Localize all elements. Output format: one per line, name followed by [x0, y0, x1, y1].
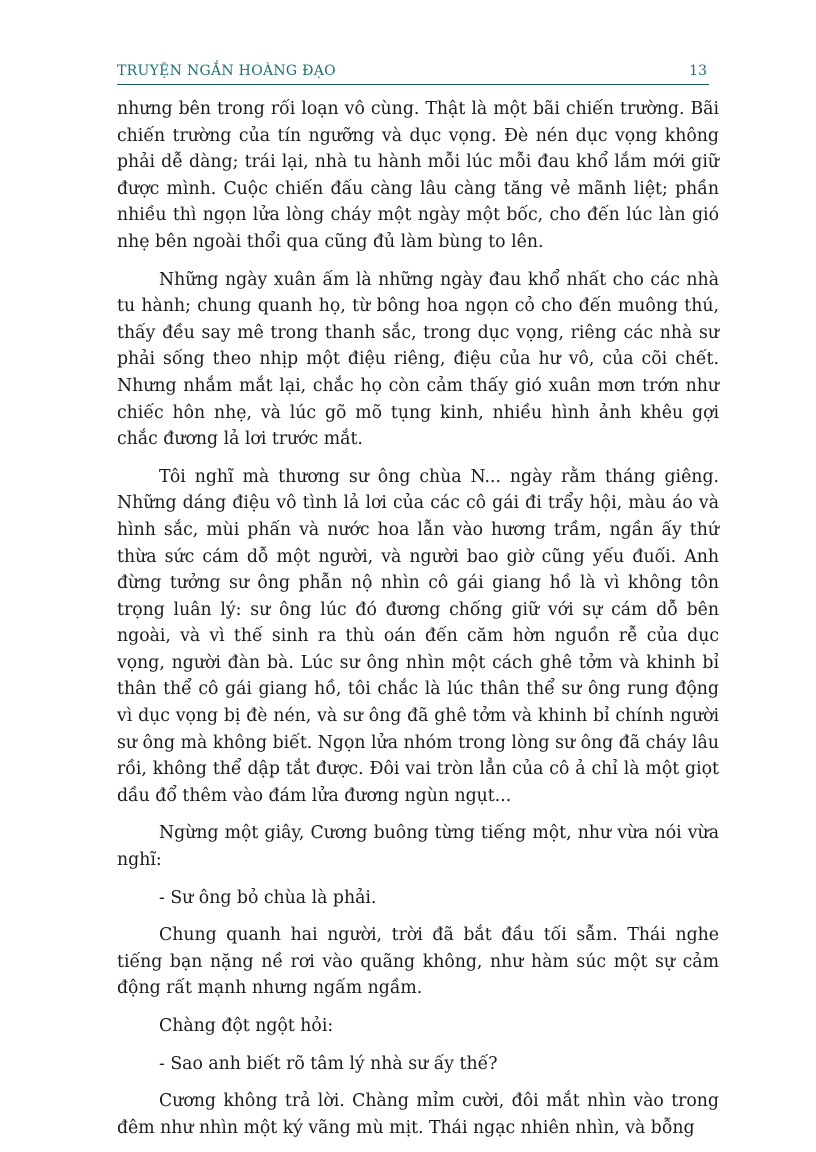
page-number: 13: [689, 63, 707, 79]
paragraph-continued: nhưng bên trong rối loạn vô cùng. Thật là một bãi chiến trường. Bãi chiến trường của tín ngưỡng và dục vọng. Đè nén dục vọng không phải dễ dàng; trái lại, nhà tu hành mỗi lúc mỗi đau khổ lắm mới giữ được mình. Cuộc chiến đấu càng lâu càng tăng vẻ mãnh liệt; phần nhiều thì ngọn lửa lòng cháy một ngày một bốc, cho đến lúc làn gió nhẹ bên ngoài thổi qua cũng đủ làm bùng to lên.: [117, 99, 719, 252]
dialogue-line: - Sư ông bỏ chùa là phải.: [159, 887, 377, 908]
paragraph: Chung quanh hai người, trời đã bắt đầu tối sẫm. Thái nghe tiếng bạn nặng nề rơi vào quãng không, như hàm súc một sự cảm động rất mạnh nhưng ngấm ngầm.: [117, 925, 719, 999]
book-title: TRUYỆN NGẮN HOÀNG ĐẠO: [117, 63, 336, 79]
paragraph: Tôi nghĩ mà thương sư ông chùa N... ngày rằm tháng giêng. Những dáng điệu vô tình lả lơi của các cô gái đi trẩy hội, màu áo và hình sắc, mùi phấn và nước hoa lẫn vào hương trầm, ngần ấy thứ thừa sức cám dỗ một người, và người bao giờ cũng yếu đuối. Anh đừng tưởng sư ông phẫn nộ nhìn cô gái giang hồ là vì không tôn trọng luân lý: sư ông lúc đó đương chống giữ với sự cám dỗ bên ngoài, và vì thế sinh ra thù oán đến căm hờn nguồn rễ của dục vọng, người đàn bà. Lúc sư ông nhìn một cách ghê tởm và khinh bỉ thân thể cô gái giang hồ, tôi chắc là lúc thân thể sư ông rung động vì dục vọng bị đè nén, và sư ông đã ghê tởm và khinh bỉ chính người sư ông mà không biết. Ngọn lửa nhóm trong lòng sư ông đã cháy lâu rồi, không thể dập tắt được. Đôi vai tròn lẳn của cô ả chỉ là một giọt dầu đổ thêm vào đám lửa đương ngùn ngụt...: [117, 466, 719, 806]
paragraph: Ngừng một giây, Cương buông từng tiếng một, như vừa nói vừa nghĩ:: [117, 823, 719, 871]
paragraph: Cương không trả lời. Chàng mỉm cười, đôi mắt nhìn vào trong đêm như nhìn một ký vãng mù mịt. Thái ngạc nhiên nhìn, và bỗng: [117, 1091, 719, 1138]
dialogue-line: - Sao anh biết rõ tâm lý nhà sư ấy thế?: [159, 1053, 498, 1074]
running-header: [117, 62, 709, 85]
paragraph: Chàng đột ngột hỏi:: [159, 1016, 334, 1036]
paragraph: Những ngày xuân ấm là những ngày đau khổ nhất cho các nhà tu hành; chung quanh họ, từ bông hoa ngọn cỏ cho đến muông thú, thấy đều say mê trong thanh sắc, trong dục vọng, riêng các nhà sư phải sống theo nhịp một điệu riêng, điệu của hư vô, của cõi chết. Nhưng nhắm mắt lại, chắc họ còn cảm thấy gió xuân mơn trớn như chiếc hôn nhẹ, và lúc gõ mõ tụng kinh, nhiều hình ảnh khêu gợi chắc đương lả lơi trước mắt.: [117, 269, 719, 450]
body-text: [117, 96, 719, 1152]
